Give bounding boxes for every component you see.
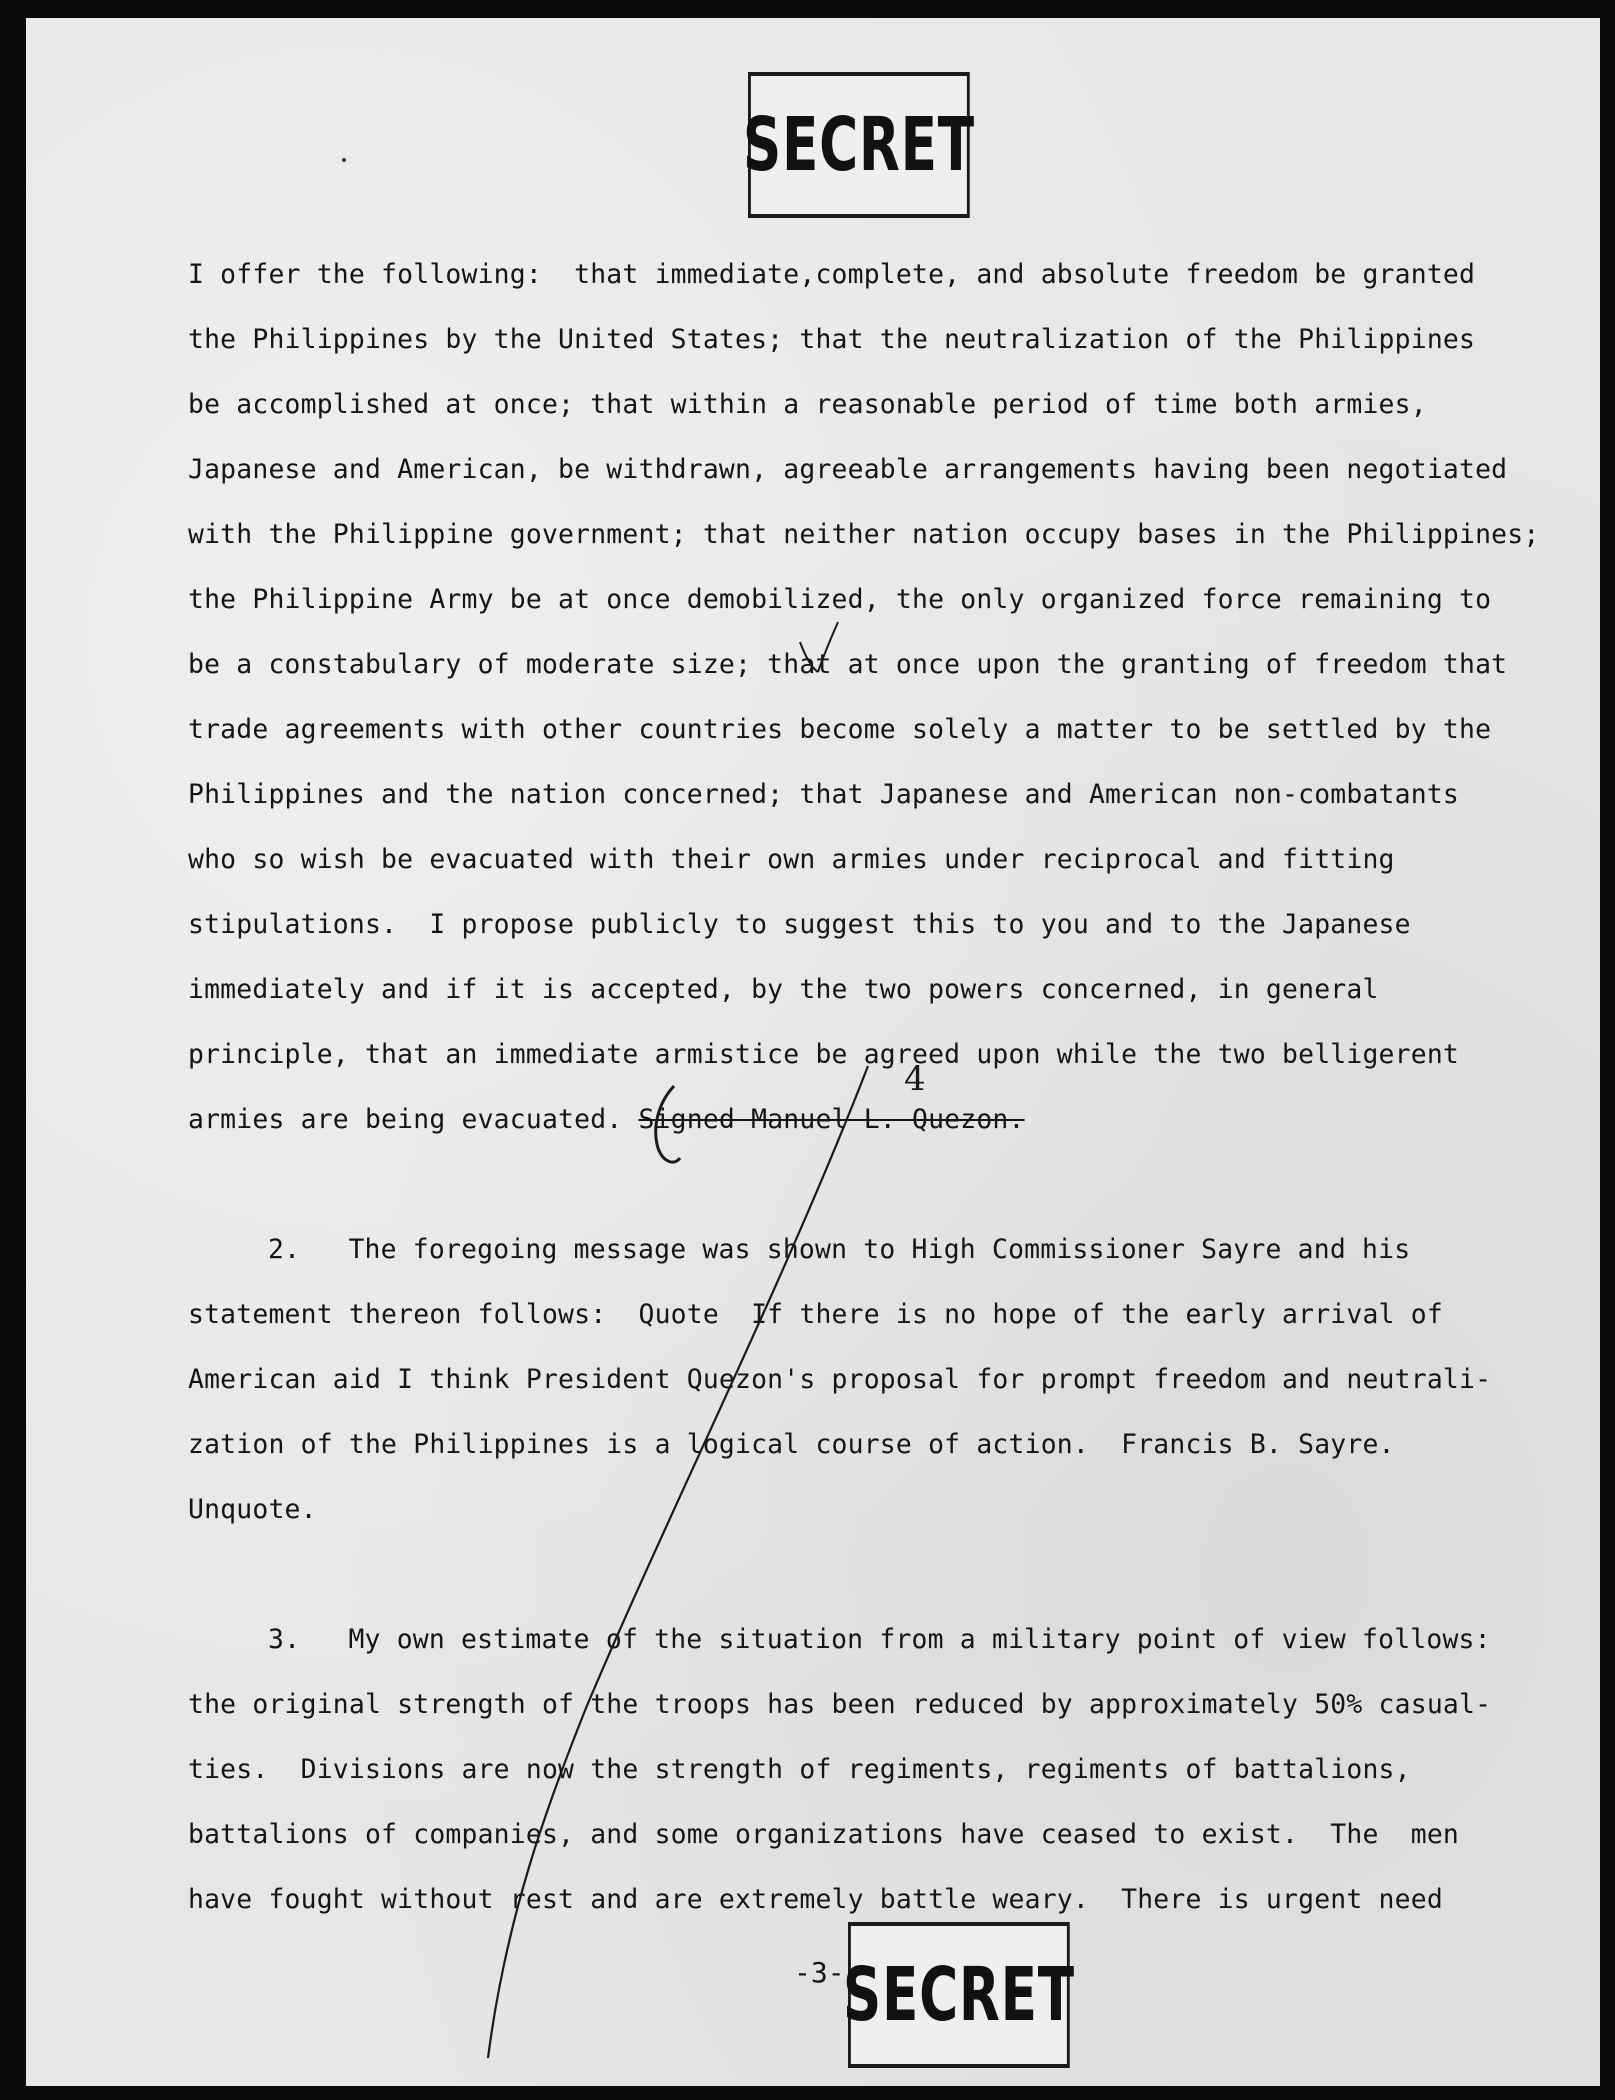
text-line: ties. Divisions are now the strength of regiments, regiments of battalions, [188, 1754, 1411, 1785]
text-line: trade agreements with other countries become solely a matter to be settled by the [188, 714, 1492, 745]
text-line: Japanese and American, be withdrawn, agreeable arrangements having been negotiated [188, 454, 1508, 485]
secret-stamp-bottom: SECRET [848, 1922, 1070, 2068]
text-line: battalions of companies, and some organizations have ceased to exist. The men [188, 1819, 1459, 1850]
text-line: Philippines and the nation concerned; that Japanese and American non-combatants [188, 779, 1459, 810]
text-line: the Philippine Army be at once demobilized, the only organized force remaining to [188, 584, 1492, 615]
text-line: be a constabulary of moderate size; that at once upon the granting of freedom that [188, 649, 1508, 680]
page-number: -3- [794, 1956, 845, 1989]
signature-line [188, 1087, 1578, 1152]
text-line: I offer the following: that immediate,complete, and absolute freedom be granted [188, 259, 1476, 290]
text-line: stipulations. I propose publicly to suggest this to you and to the Japanese [188, 909, 1411, 940]
last-line-text: armies are being evacuated. [188, 1104, 639, 1135]
text-line: the Philippines by the United States; that the neutralization of the Philippines [188, 324, 1476, 355]
document-body [188, 242, 1578, 1932]
text-line: statement thereon follows: Quote If there is no hope of the early arrival of [188, 1299, 1443, 1330]
paper-speck [342, 158, 346, 162]
text-line: Unquote. [188, 1494, 317, 1525]
handwritten-4: 4 [904, 1059, 926, 1099]
document-page [26, 18, 1600, 2086]
text-line: 3. My own estimate of the situation from a military point of view follows: [268, 1624, 1491, 1655]
text-line: principle, that an immediate armistice be agreed upon while the two belligerent [188, 1039, 1459, 1070]
text-line: the original strength of the troops has been reduced by approximately 50% casual- [188, 1689, 1492, 1720]
paragraph-gap [188, 1152, 1578, 1217]
text-line: 2. The foregoing message was shown to High Commissioner Sayre and his [268, 1234, 1411, 1265]
text-line: American aid I think President Quezon's proposal for prompt freedom and neutrali- [188, 1364, 1492, 1395]
text-line: have fought without rest and are extremely battle weary. There is urgent need [188, 1884, 1443, 1915]
text-line: be accomplished at once; that within a reasonable period of time both armies, [188, 389, 1427, 420]
paragraph-gap [188, 1542, 1578, 1607]
text-line: zation of the Philippines is a logical course of action. Francis B. Sayre. [188, 1429, 1395, 1460]
secret-stamp-top: SECRET [748, 72, 970, 218]
text-line: who so wish be evacuated with their own armies under reciprocal and fitting [188, 844, 1395, 875]
text-line: immediately and if it is accepted, by the two powers concerned, in general [188, 974, 1379, 1005]
text-line: with the Philippine government; that neither nation occupy bases in the Philippines; [188, 519, 1540, 550]
struck-signature: Signed Manuel L. Quezon. [638, 1104, 1025, 1135]
